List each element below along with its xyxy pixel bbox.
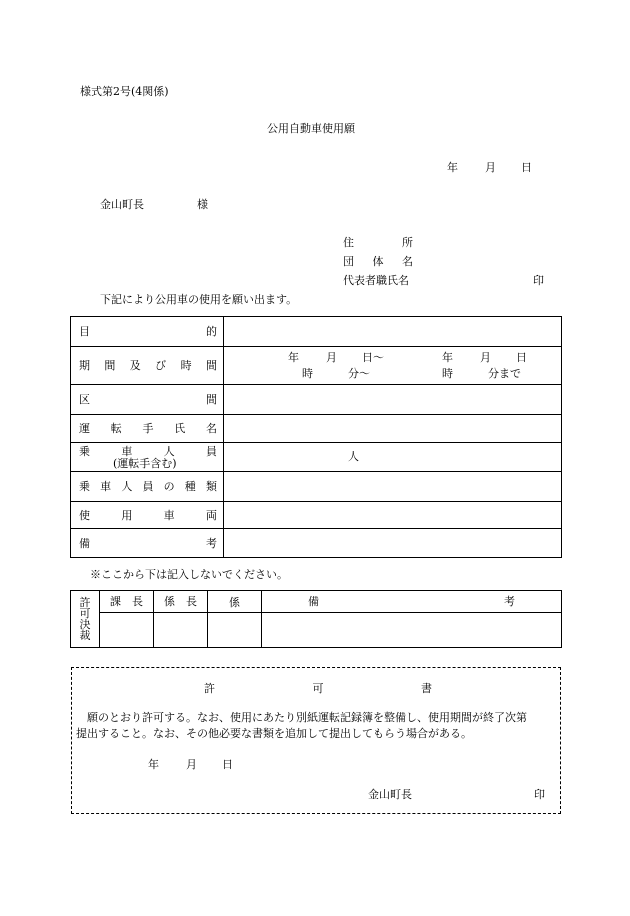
- period-label: 期 間 及 び 時 間: [71, 347, 224, 385]
- permit-date-month: 月: [186, 758, 197, 771]
- driver-label: 運 転 手 氏 名: [71, 415, 224, 443]
- permit-body-line1: 願のとおり許可する。なお、使用にあたり別紙運転記録簿を整備し、使用期間が終了次第: [87, 711, 527, 724]
- section-chief-header: 課 長: [100, 591, 154, 613]
- application-table: [70, 316, 562, 558]
- group-label: 団 体 名: [343, 255, 413, 268]
- passenger-type-field[interactable]: [224, 472, 562, 502]
- addressee-honorific: 様: [197, 198, 208, 211]
- request-text: 下記により公用車の使用を願い出ます。: [100, 293, 298, 306]
- permit-box: [71, 667, 561, 814]
- permit-body-line2: 提出すること。なお、その他必要な書類を追加して提出してもらう場合がある。: [76, 727, 472, 740]
- staff-header: 係: [208, 591, 262, 613]
- staff-stamp[interactable]: [208, 613, 262, 648]
- vehicle-label: 使 用 車 両: [71, 502, 224, 529]
- vehicle-field[interactable]: [224, 502, 562, 529]
- date-day: 日: [521, 161, 532, 174]
- section-label: 区 間: [71, 385, 224, 415]
- purpose-label: 目 的: [71, 317, 224, 347]
- purpose-field[interactable]: [224, 317, 562, 347]
- remarks-field[interactable]: [224, 529, 562, 558]
- date-year: 年: [447, 161, 458, 174]
- driver-field[interactable]: [224, 415, 562, 443]
- address-label: 住 所: [343, 236, 413, 249]
- subsection-chief-header: 係 長: [154, 591, 208, 613]
- form-number: 様式第2号(4関係): [80, 85, 169, 98]
- addressee-name: 金山町長: [100, 198, 144, 211]
- approval-table: [70, 590, 562, 648]
- section-chief-stamp[interactable]: [100, 613, 154, 648]
- permit-date-year: 年: [148, 758, 159, 771]
- remarks-label: 備 考: [71, 529, 224, 558]
- period-field[interactable]: 年 月 日〜 年 月 日 時 分〜 時 分まで: [224, 347, 562, 385]
- permit-title: 許 可 書: [204, 682, 432, 695]
- passengers-unit: 人: [348, 450, 359, 463]
- representative-label: 代表者職氏名: [343, 274, 409, 287]
- seal-mark: 印: [533, 274, 544, 287]
- date-month: 月: [485, 161, 496, 174]
- office-note: ※ここから下は記入しないでください。: [90, 568, 288, 581]
- section-field[interactable]: [224, 385, 562, 415]
- approval-remarks-header: 備 考: [262, 591, 562, 613]
- page-title: 公用自動車使用願: [267, 122, 355, 135]
- passengers-label: 乗 車 人 員 (運転手含む): [71, 443, 224, 472]
- passenger-type-label: 乗 車 人 員 の 種 類: [71, 472, 224, 502]
- passengers-field[interactable]: [224, 443, 562, 472]
- approval-remarks-field[interactable]: [262, 613, 562, 648]
- passengers-note: (運転手含む): [113, 457, 177, 470]
- permit-issuer: 金山町長: [368, 788, 412, 801]
- approval-side-label: 許 可 決 裁: [71, 591, 100, 648]
- permit-date-day: 日: [222, 758, 233, 771]
- permit-seal-mark: 印: [534, 788, 545, 801]
- subsection-chief-stamp[interactable]: [154, 613, 208, 648]
